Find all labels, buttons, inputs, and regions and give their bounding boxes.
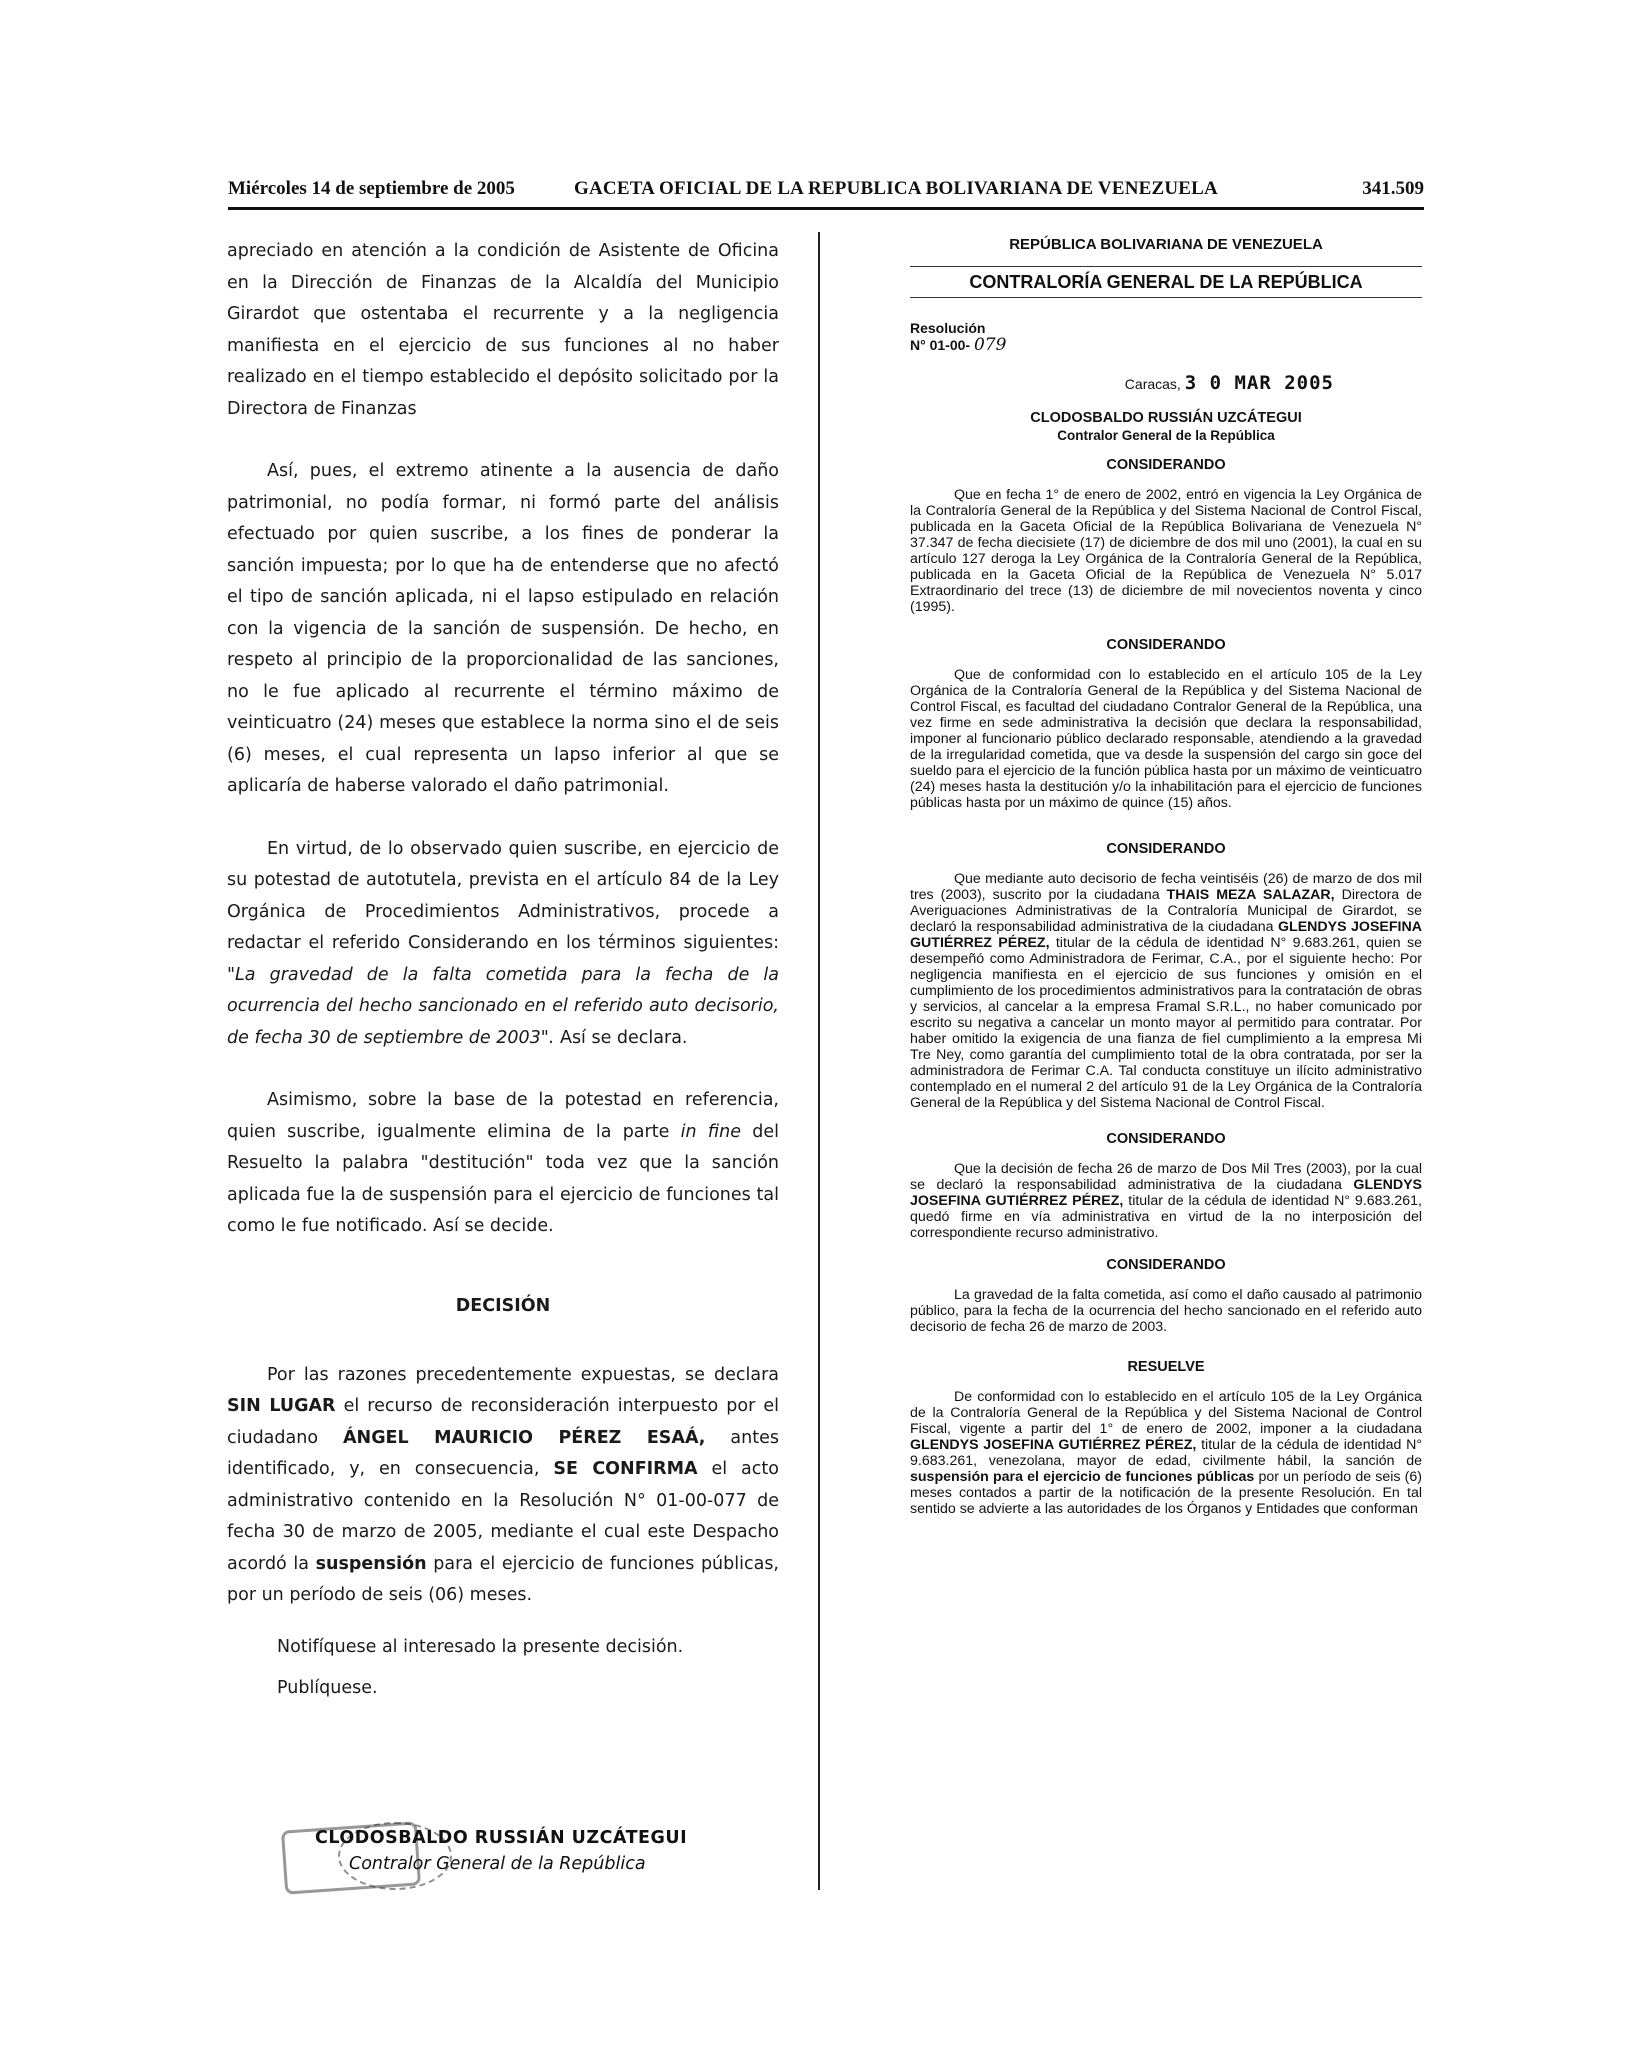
p3-intro: En virtud, de lo observado quien suscribe, en ejercicio de su potestad de autotutela, prevista en el artículo 84 de la Ley Orgánica de Procedimientos Administrativos, procede a redactar el referido Considerando en los términos siguientes: xyxy=(227,838,779,953)
considerando-1: CONSIDERANDO xyxy=(1106,457,1226,473)
left-column xyxy=(227,236,779,1704)
publish-line: Publíquese. xyxy=(277,1677,378,1698)
c3-text-b: Directora de Averiguaciones Administrativas de la Contraloría Municipal de Girardot, se declaró la responsabilidad administrativa de la ciudadana xyxy=(910,887,1422,935)
paragraph-5 xyxy=(227,1360,779,1612)
p5-text-d: el acto administrativo contenido en la Resolución N° 01-00-077 de fecha 30 de marzo de 2005, mediante el cual este Despacho acordó la xyxy=(227,1459,779,1574)
gazette-title: GACETA OFICIAL DE LA REPUBLICA BOLIVARIANA DE VENEZUELA xyxy=(574,178,1218,199)
resuelve-text xyxy=(910,1389,1422,1517)
sin-lugar: SIN LUGAR xyxy=(227,1396,336,1416)
paragraph-4 xyxy=(227,1085,779,1243)
paragraph-1: apreciado en atención a la condición de Asistente de Oficina en la Dirección de Finanzas de la Alcaldía del Municipio Girardot que ostentaba el recurrente y a la negligencia manifiesta en el ejercicio de sus funciones al no haber realizado en el tiempo establecido el depósito solicitado por la Directora de Finanzas xyxy=(227,241,779,419)
c3-name-1: THAIS MEZA SALAZAR, xyxy=(1166,887,1335,903)
c4-name: GLENDYS JOSEFINA GUTIÉRREZ PÉREZ, xyxy=(910,1177,1423,1209)
c4-text-b: titular de la cédula de identidad N° 9.683.261, quedó firme en vía administrativa en virtud de la no interposición del correspondiente recurso administrativo. xyxy=(910,1193,1422,1241)
date-stamp: 3 0 MAR 2005 xyxy=(1184,372,1334,394)
p5-text-a: Por las razones precedentemente expuestas, se declara xyxy=(267,1364,779,1385)
resolution-label: Resolución xyxy=(910,320,986,336)
republic-heading: REPÚBLICA BOLIVARIANA DE VENEZUELA xyxy=(1009,236,1323,253)
c3-text-a: Que mediante auto decisorio de fecha veintiséis (26) de marzo de dos mil tres (2003), suscrito por la ciudadana xyxy=(910,871,1422,903)
r-text-b: titular de la cédula de identidad N° 9.683.261, venezolana, mayor de edad, civilmente hábil, la sanción de xyxy=(910,1437,1422,1469)
p4-italic: in fine xyxy=(680,1121,741,1142)
right-column xyxy=(910,236,1422,1517)
p3-quote: "La gravedad de la falta cometida para la fecha de la ocurrencia del hecho sancionado en el referido auto decisorio, de fecha 30 de septiembre de 2003". xyxy=(227,964,779,1048)
p3-end: Así se declara. xyxy=(559,1027,688,1048)
applicant-name: ÁNGEL MAURICIO PÉREZ ESAÁ, xyxy=(343,1427,706,1448)
se-confirma: SE CONFIRMA xyxy=(553,1459,698,1479)
c4-text-a: Que la decisión de fecha 26 de marzo de Dos Mil Tres (2003), por la cual se declaró la responsabilidad administrativa de la ciudadana xyxy=(910,1161,1422,1193)
considerando-2-text: Que de conformidad con lo establecido en el artículo 105 de la Ley Orgánica de la Contraloría General de la República y del Sistema Nacional de Control Fiscal, es facultad del ciudadano Contralor General de la República, una vez firme en sede administrativa la decisión que declara la responsabilidad, imponer al funcionario público declarado responsable, atendiendo a la gravedad de la irregularidad cometida, que va desde la suspensión del cargo sin goce del sueldo para el ejercicio de la función pública hasta por un máximo de veinticuatro (24) meses hasta la destitución y/o la inhabilitación para el ejercicio de funciones públicas hasta por un máximo de quince (15) años. xyxy=(910,667,1422,811)
considerando-5: CONSIDERANDO xyxy=(1106,1257,1226,1273)
header-rule xyxy=(228,207,1424,210)
signature-stamp xyxy=(283,1820,703,1890)
resolution-handwritten: 079 xyxy=(973,335,1007,355)
official-role: Contralor General de la República xyxy=(1057,428,1275,443)
p5-text-c: antes identificado, y, en consecuencia, xyxy=(227,1427,779,1479)
issue-date: Miércoles 14 de septiembre de 2005 xyxy=(228,178,515,199)
c3-name-2: GLENDYS JOSEFINA GUTIÉRREZ PÉREZ, xyxy=(910,919,1422,951)
considerando-4: CONSIDERANDO xyxy=(1106,1131,1226,1147)
place-date xyxy=(910,372,1334,394)
column-divider xyxy=(818,232,820,1890)
page-header xyxy=(228,176,1424,206)
paragraph-2: Así, pues, el extremo atinente a la ausencia de daño patrimonial, no podía formar, ni formó parte del análisis efectuado por quien suscribe, a los fines de ponderar la sanción impuesta; por lo que ha de entenderse que no afectó el tipo de sanción aplicada, ni el lapso estipulado en relación con la vigencia de la sanción de suspensión. De hecho, en respeto al principio de la proporcionalidad de las sanciones, no le fue aplicado al recurrente el término máximo de veinticuatro (24) meses que establece la norma sino el de seis (6) meses, el cual representa un lapso inferior al que se aplicaría de haberse valorado el daño patrimonial. xyxy=(227,461,779,796)
resolution-number-text: N° 01-00- xyxy=(910,337,971,353)
rule-bottom xyxy=(910,297,1422,298)
official-name: CLODOSBALDO RUSSIÁN UZCÁTEGUI xyxy=(1030,410,1302,426)
considerando-3-text xyxy=(910,871,1422,1111)
suspension-word: suspensión xyxy=(315,1553,427,1574)
decision-heading: DECISIÓN xyxy=(455,1295,551,1316)
considerando-5-text: La gravedad de la falta cometida, así como el daño causado al patrimonio público, para la fecha de la ocurrencia del hecho sancionado en el referido auto decisorio de fecha 26 de marzo de 2003. xyxy=(910,1287,1422,1335)
r-name: GLENDYS JOSEFINA GUTIÉRREZ PÉREZ, xyxy=(910,1437,1197,1453)
p4-text-b: del Resuelto la palabra "destitución" toda vez que la sanción aplicada fue la de suspensión para el ejercicio de funciones tal como le fue notificado. Así se decide. xyxy=(227,1121,779,1236)
p4-text-a: Asimismo, sobre la base de la potestad en referencia, quien suscribe, igualmente elimina de la parte xyxy=(227,1090,779,1142)
place-label: Caracas, xyxy=(1124,376,1181,392)
considerando-3: CONSIDERANDO xyxy=(1106,841,1226,857)
resolution-number xyxy=(910,337,1422,354)
c3-text-c: titular de la cédula de identidad N° 9.683.261, quien se desempeñó como Administradora de Ferimar, C.A., por el siguiente hecho: Por negligencia manifiesta en el ejercicio de sus funciones y omisión en el cumplimiento de los procedimientos administrativos para la contratación de obras y servicios, al cancelar a la empresa Framal S.R.L., no haber comunicado por escrito su negativa a cancelar un monto mayor al permitido para contratar. Por haber omitido la exigencia de una fianza de fiel cumplimiento a la empresa Mi Tre Ney, como garantía del cumplimiento total de la obra contratada, por ser la administradora de Ferimar C.A. Tal conducta constituye un ilícito administrativo contemplado en el numeral 2 del artículo 91 de la Ley Orgánica de la Contraloría General de la República y del Sistema Nacional de Control Fiscal. xyxy=(910,935,1422,1111)
page-number: 341.509 xyxy=(1362,178,1424,199)
r-text-c: por un período de seis (6) meses contados a partir de la notificación de la presente Resolución. En tal sentido se advierte a las autoridades de los Órganos y Entidades que conforman xyxy=(910,1469,1422,1517)
p5-text-b: el recurso de reconsideración interpuesto por el ciudadano xyxy=(227,1396,779,1448)
paragraph-3 xyxy=(227,834,779,1055)
notify-line: Notifíquese al interesado la presente decisión. xyxy=(277,1636,684,1657)
r-text-a: De conformidad con lo establecido en el artículo 105 de la Ley Orgánica de la Contraloría General de la República y del Sistema Nacional de Control Fiscal, vigente a partir del 1° de enero de 2002, imponer a la ciudadana xyxy=(910,1389,1422,1437)
considerando-2: CONSIDERANDO xyxy=(1106,637,1226,653)
contraloria-heading: CONTRALORÍA GENERAL DE LA REPÚBLICA xyxy=(969,272,1363,292)
signature-name: CLODOSBALDO RUSSIÁN UZCÁTEGUI xyxy=(315,1828,688,1848)
r-bold: suspensión para el ejercicio de funciones públicas xyxy=(910,1469,1255,1485)
considerando-4-text xyxy=(910,1161,1422,1241)
resuelve-heading: RESUELVE xyxy=(1127,1359,1205,1375)
p5-text-e: para el ejercicio de funciones públicas, por un período de seis (06) meses. xyxy=(227,1553,779,1605)
signature-role: Contralor General de la República xyxy=(349,1854,646,1874)
considerando-1-text: Que en fecha 1° de enero de 2002, entró en vigencia la Ley Orgánica de la Contraloría General de la República y del Sistema Nacional de Control Fiscal, publicada en la Gaceta Oficial de la República Bolivariana de Venezuela N° 37.347 de fecha diecisiete (17) de diciembre de dos mil uno (2001), la cual en su artículo 127 deroga la Ley Orgánica de la Contraloría General de la República, publicada en la Gaceta Oficial de la República de Venezuela N° 5.017 Extraordinario del trece (13) de diciembre de mil novecientos noventa y cinco (1995). xyxy=(910,487,1422,615)
official xyxy=(910,410,1422,445)
